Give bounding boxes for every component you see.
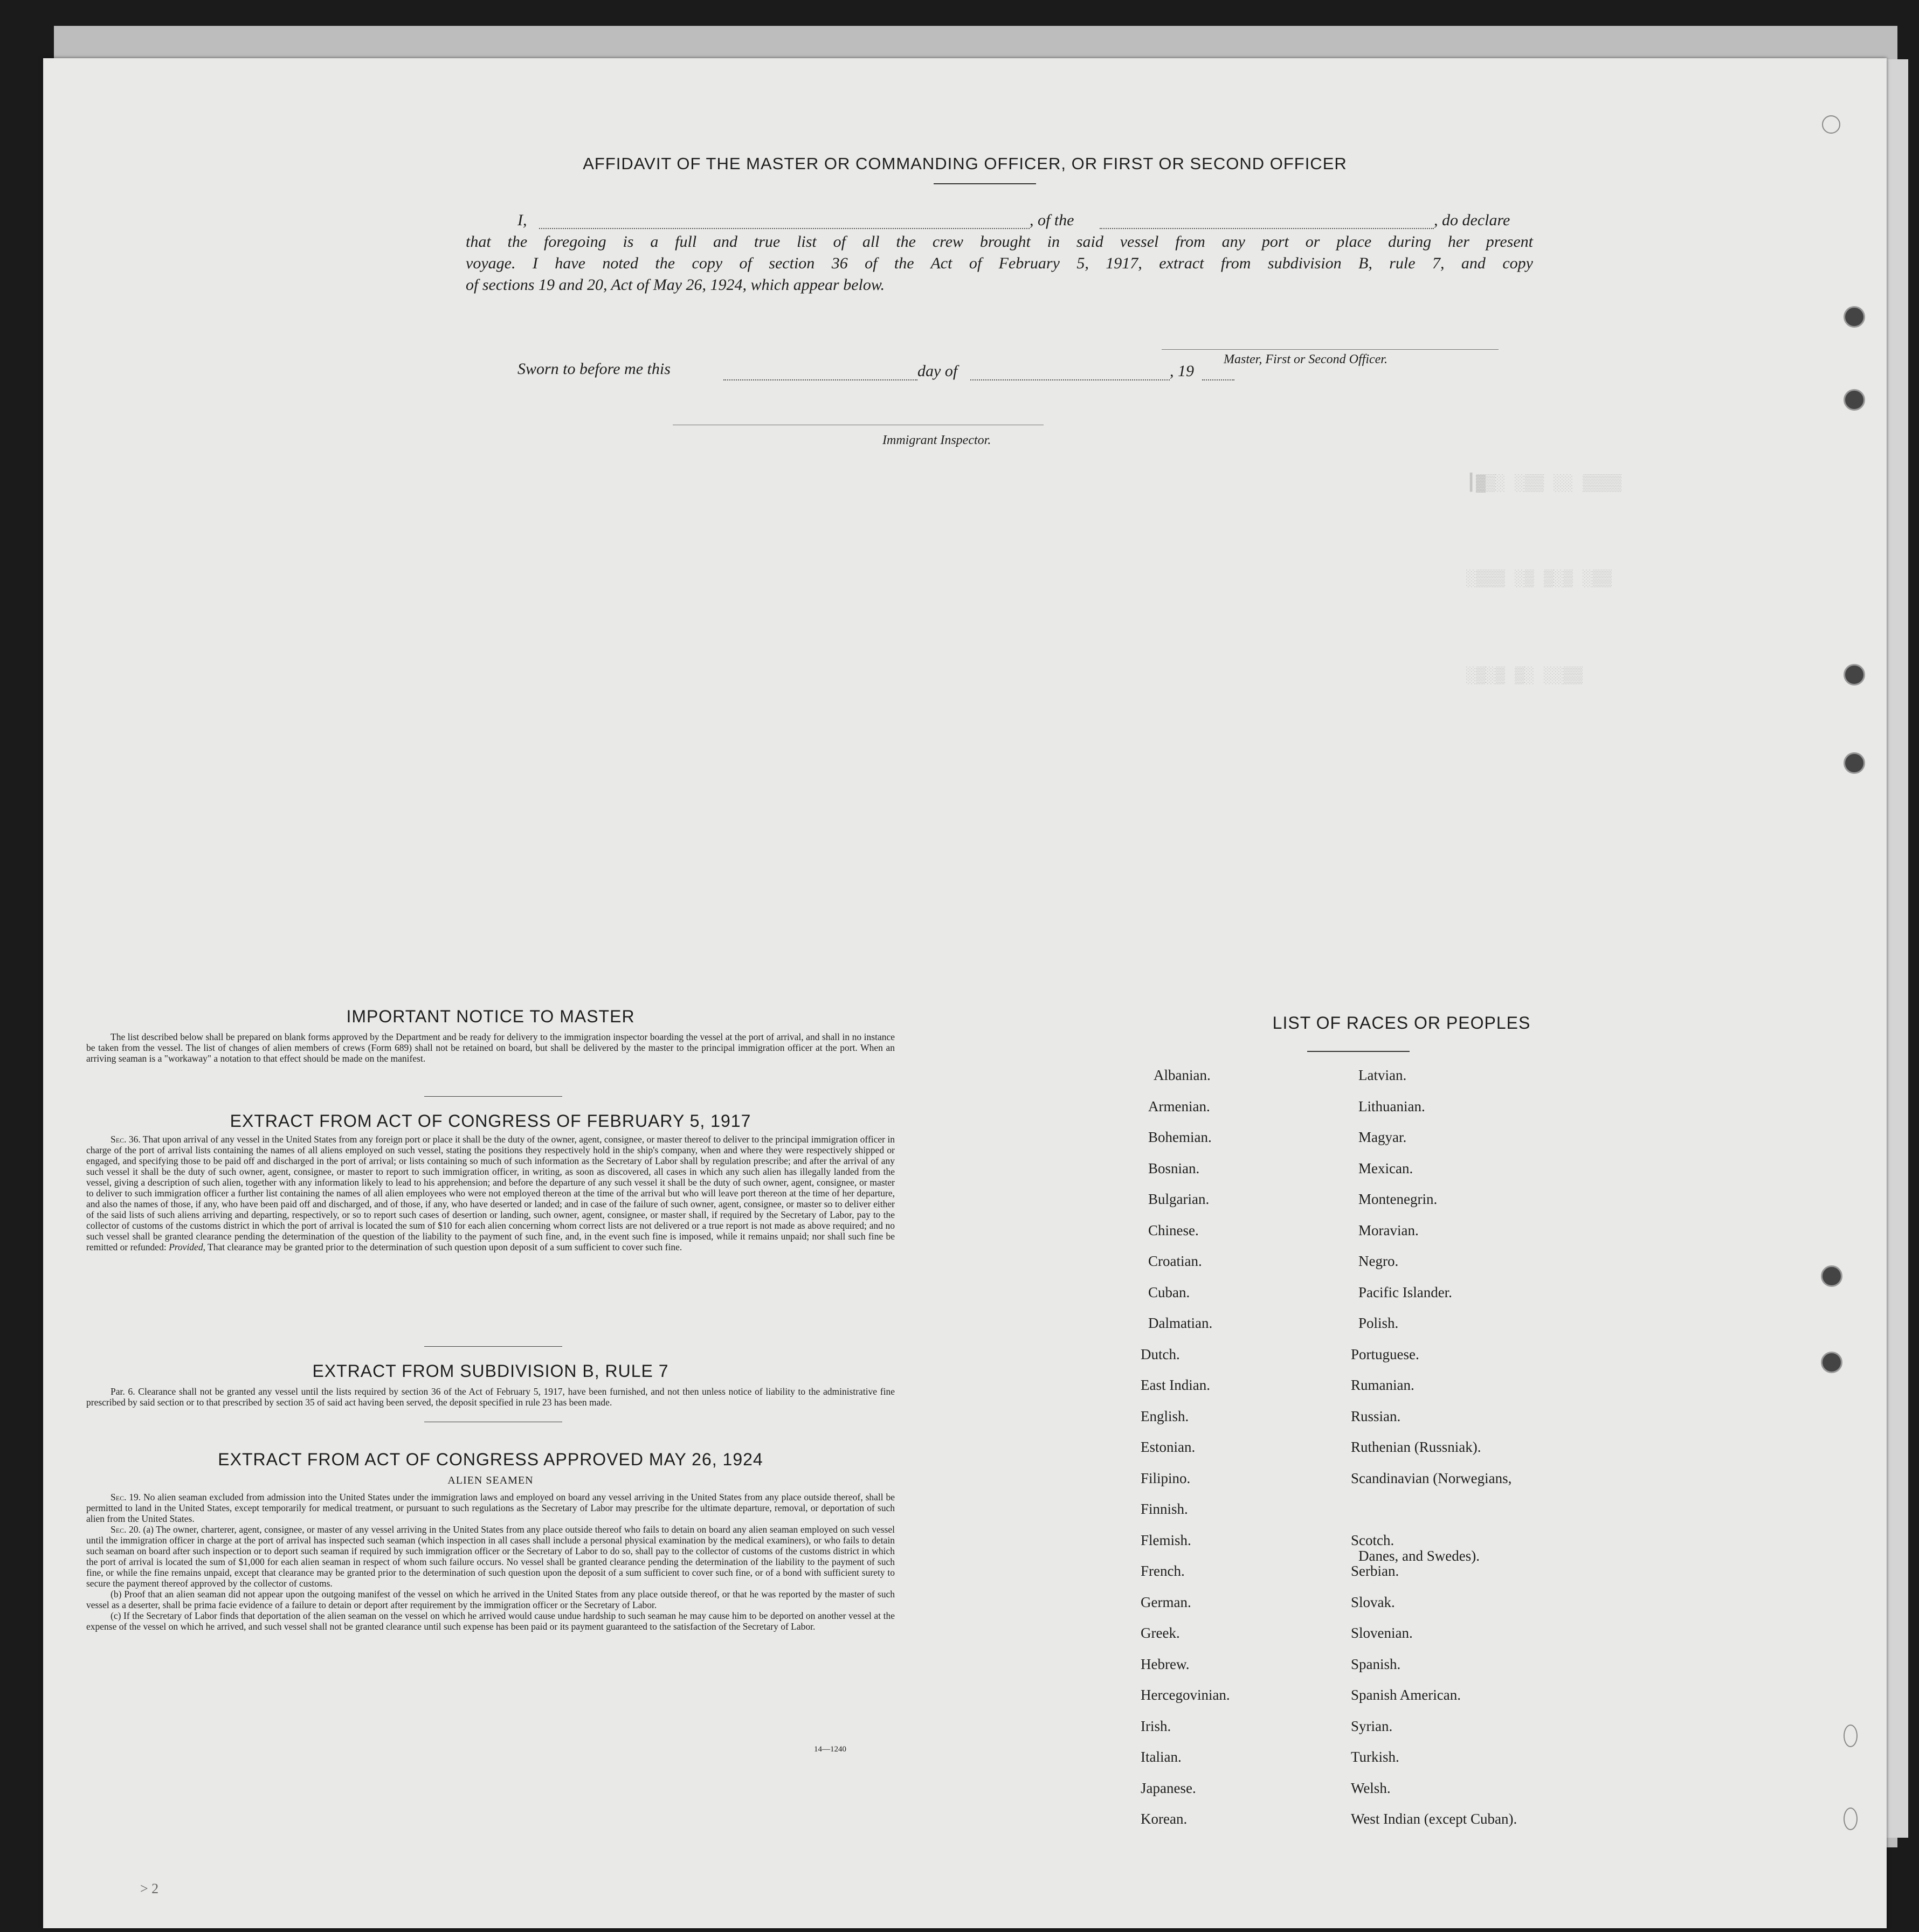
affidavit-of-the: , of the (1030, 211, 1074, 229)
race-left-item: Chinese. (1148, 1222, 1199, 1238)
race-right-item: Ruthenian (Russniak). (1351, 1439, 1481, 1455)
sec-20c-text: (c) If the Secretary of Labor finds that deportation of the alien seaman on the vessel on which he arrived would cause undue hardship to such seaman he may cause him to be deported on another vessel at the expense of the vessel on which he arrived, and such vessel shall not be granted clearance until such expense has been paid or its payment guaranteed to the satisfaction of the Secretary of Labor. (86, 1610, 895, 1632)
notice-rule (424, 1096, 562, 1097)
race-right-item: Portuguese. (1351, 1346, 1419, 1362)
affidavit-line-3: voyage. I have noted the copy of section 36 of the Act of February 5, 1917, extract from subdivision B, rule 7, and copy (466, 254, 1533, 272)
bleed-through: ░▒▒▒ ░▒ ▒░▒ ░▒▒ (1466, 570, 1612, 588)
extract-1917-rule (424, 1346, 562, 1347)
proviso-label: Provided, (169, 1242, 205, 1252)
inspector-caption: Immigrant Inspector. (882, 433, 991, 447)
race-right-item: Rumanian. (1351, 1377, 1414, 1393)
race-right-item: Latvian. (1358, 1067, 1407, 1083)
extract-rule7-title: EXTRACT FROM SUBDIVISION B, RULE 7 (312, 1361, 669, 1381)
rule7-text: Par. 6. Clearance shall not be granted any vessel until the lists required by section 36 of the Act of February 5, 1917, have been furnished, and not then unless notice of liability to the administrative fine prescribed by said section or to that prescribed by section 35 of said act having been served, the deposit specified in rule 23 has been made. (86, 1386, 895, 1408)
signature-caption: Master, First or Second Officer. (1224, 352, 1388, 366)
race-right-item: Serbian. (1351, 1563, 1399, 1579)
sec-20b-text: (b) Proof that an alien seaman did not appear upon the outgoing manifest of the vessel on which he arrived in the United States from any place outside thereof, or that he was reported by the master of such vessel as a deserter, shall be prima facie evidence of a failure to detain or deport after requirement by the immigration officer or the Secretary of Labor. (86, 1589, 895, 1610)
notice-body (86, 1031, 895, 1064)
race-right-item: West Indian (except Cuban). (1351, 1811, 1517, 1827)
race-right-item: Slovenian. (1351, 1625, 1413, 1641)
race-right-item: Spanish American. (1351, 1687, 1461, 1703)
race-left-item: Hebrew. (1141, 1656, 1190, 1672)
sec-36-label: Sec. 36. (111, 1134, 141, 1145)
binder-hole-outline (1844, 1808, 1858, 1830)
binder-hole (1821, 1352, 1842, 1373)
race-right-item: Scotch. (1351, 1532, 1395, 1548)
race-left-item: Italian. (1141, 1749, 1182, 1765)
race-right-item: Welsh. (1351, 1779, 1391, 1796)
extract-rule7-body (86, 1386, 895, 1408)
race-right-item: Syrian. (1351, 1718, 1393, 1734)
race-right-item: Negro. (1358, 1253, 1399, 1269)
notice-text: The list described below shall be prepared on blank forms approved by the Department and be ready for delivery to the immigration inspector boarding the vessel at the port of arrival, and shall in no instance be taken from the vessel. The list of changes of alien members of crews (Form 689) shall not be retained on board, but shall be delivered by the master to the principal immigration officer at the port. When an arriving seaman is a "workaway" a notation to that effect should be made on the manifest. (86, 1031, 895, 1064)
binder-hole (1844, 664, 1865, 685)
sworn-year: , 19 (1170, 362, 1194, 380)
race-left-item: East Indian. (1141, 1377, 1210, 1393)
race-right-item: Lithuanian. (1358, 1098, 1425, 1114)
extract-1917-body (86, 1134, 895, 1252)
sec-19-label: Sec. 19. (111, 1492, 141, 1502)
sworn-day-of: day of (917, 362, 958, 380)
form-number: 14—1240 (814, 1745, 846, 1754)
race-right-item: Polish. (1358, 1315, 1399, 1331)
race-left-item: Bohemian. (1148, 1129, 1212, 1145)
race-left-item: Korean. (1141, 1811, 1188, 1827)
race-left-item: English. (1141, 1408, 1189, 1424)
race-left-item: Estonian. (1141, 1439, 1196, 1455)
race-right-item: Magyar. (1358, 1129, 1407, 1145)
race-left-item: Croatian. (1148, 1253, 1202, 1269)
race-right-item: Pacific Islander. (1358, 1284, 1452, 1300)
proviso-text: That clearance may be granted prior to the determination of such question upon deposit of a sum sufficient to cover such fine. (208, 1242, 682, 1252)
binder-hole (1844, 752, 1865, 774)
sec-36-text: That upon arrival of any vessel in the United States from any foreign port or place it shall be the duty of the owner, agent, consignee, or master thereof to deliver to the principal immigration officer in charge of the port of arrival lists containing the names of all aliens employed on such vessel, stating the positions they respectively hold in the ship's company, when and where they were respectively shipped or engaged, and specifying those to be paid off and discharged in the port of arrival; or lists containing so much of such information as the Secretary of Labor shall by regulation prescribe; and after the arrival of any such vessel it shall be the duty of such owner, agent, consignee, or master to report to such immigration officer, in writing, as soon as discovered, all cases in which any such alien has illegally landed from the vessel, giving a description of such alien, together with any information likely to lead to his apprehension; and before the departure of any such vessel it shall be the duty of such owner, agent, consignee, or master to deliver to such immigration officer a further list containing the names of all alien employees who were not employed thereon at the time of the arrival but who will leave port thereon at the time of her departure, and also the names of those, if any, who have been paid off and discharged, and of those, if any, who have deserted or landed; and in case of the failure of such owner, agent, consignee, or master so to deliver either of the said lists of such aliens arriving and departing, respectively, or so to report such cases of desertion or landing, such owner, agent, consignee, or master shall, if required by the Secretary of Labor, pay to the collector of customs of the customs district in which the port of arrival is located the sum of $10 for each alien concerning whom correct lists are not delivered or a true report is not made as above required; and no such vessel shall be granted clearance pending the determination of the question of the liability to the payment of such fine, and, in the event such fine is imposed, while it remains unpaid; nor shall such fine be remitted or refunded: (86, 1134, 895, 1252)
name-line (539, 228, 1030, 229)
race-right-item: Moravian. (1358, 1222, 1419, 1238)
sworn-day-line (723, 379, 917, 380)
bleed-through: ░▒░▒ ▒░ ░░▒▒ (1466, 667, 1583, 685)
document-page (43, 58, 1887, 1928)
race-left-item: Dalmatian. (1148, 1315, 1213, 1331)
sworn-label: Sworn to before me this (517, 360, 671, 378)
race-left-item: Dutch. (1141, 1346, 1180, 1362)
race-left-item: Cuban. (1148, 1284, 1190, 1300)
race-left-item: French. (1141, 1563, 1185, 1579)
races-rule (1307, 1051, 1410, 1052)
affidavit-title: AFFIDAVIT OF THE MASTER OR COMMANDING OFFICER, OR FIRST OR SECOND OFFICER (583, 154, 1347, 173)
race-right-item: Montenegrin. (1358, 1191, 1438, 1207)
affidavit-declare: , do declare (1434, 211, 1510, 229)
binder-hole (1844, 389, 1865, 411)
extract-1924-title: EXTRACT FROM ACT OF CONGRESS APPROVED MAY 26, 1924 (218, 1450, 763, 1469)
race-left-item: Bulgarian. (1148, 1191, 1210, 1207)
sworn-year-line (1202, 379, 1234, 380)
extract-1917-title: EXTRACT FROM ACT OF CONGRESS OF FEBRUARY 5, 1917 (230, 1111, 751, 1131)
race-left-item: Flemish. (1141, 1532, 1191, 1548)
affidavit-line-4: of sections 19 and 20, Act of May 26, 1924, which appear below. (466, 276, 885, 294)
sec-19-text: No alien seaman excluded from admission into the United States under the immigration laws and employed on board any vessel arriving in the United States from any place outside thereof, shall be permitted to land in the United States, except temporarily for medical treatment, or pursuant to such regulations as the Secretary of Labor may prescribe for the ultimate departure, removal, or deportation of such alien from the United States. (86, 1492, 895, 1524)
vessel-line (1100, 228, 1434, 229)
race-left-item: German. (1141, 1594, 1191, 1610)
race-left-item: Irish. (1141, 1718, 1171, 1734)
alien-seamen-subtitle: ALIEN SEAMEN (447, 1474, 534, 1486)
race-right-item: Turkish. (1351, 1749, 1399, 1765)
binder-hole (1821, 1265, 1842, 1287)
race-left-item: Greek. (1141, 1625, 1180, 1641)
extract-1924-body (86, 1492, 895, 1632)
race-left-item: Finnish. (1141, 1501, 1188, 1517)
race-right-item: Slovak. (1351, 1594, 1395, 1610)
race-left-item: Japanese. (1141, 1779, 1196, 1796)
race-left-item: Albanian. (1154, 1067, 1211, 1083)
race-right-item: Mexican. (1358, 1160, 1413, 1176)
sec-20-label: Sec. 20. (111, 1524, 141, 1535)
race-right-item: Russian. (1351, 1408, 1401, 1424)
race-right-item: Spanish. (1351, 1656, 1401, 1672)
binder-hole-outline (1844, 1725, 1858, 1747)
affidavit-line-2: that the foregoing is a full and true list of all the crew brought in said vessel from any port or place during her present (466, 233, 1533, 251)
bleed-through: ┃▓▒░ ░▒▒ ░░ ▒▒▒▒ (1466, 475, 1622, 493)
signature-line (1162, 349, 1499, 350)
title-rule (934, 183, 1036, 184)
affidavit-i: I, (517, 211, 527, 229)
races-title: LIST OF RACES OR PEOPLES (1272, 1013, 1531, 1033)
binder-hole (1844, 306, 1865, 328)
sec-20a-text: (a) The owner, charterer, agent, consignee, or master of any vessel arriving in the United States from any place outside thereof who fails to detain on board any alien seaman employed on such vessel until the immigration officer in charge at the port of arrival has inspected such seaman (which inspection in all cases shall include a personal physical examination by the medical examiners), or who fails to detain such seaman on board after such inspection or to deport such seaman if required by such immigration officer or the Secretary of Labor to do so, shall pay to the collector of customs of the customs district in which the port of arrival is located the sum of $1,000 for each alien seaman in respect of whom such failure occurs. No vessel shall be granted clearance pending the determination of the liability to the payment of such fine, or while the fine remains unpaid, except that clearance may be granted prior to the determination of such question upon the deposit of a sum sufficient to cover such fine, or of a bond with sufficient surety to secure the payment thereof approved by the collector of customs. (86, 1524, 895, 1589)
race-left-item: Armenian. (1148, 1098, 1210, 1114)
race-left-item: Filipino. (1141, 1470, 1191, 1486)
race-right-item: Scandinavian (Norwegians, (1351, 1470, 1512, 1486)
margin-note: > 2 (140, 1881, 159, 1896)
race-left-item: Bosnian. (1148, 1160, 1200, 1176)
race-left-item: Hercegovinian. (1141, 1687, 1230, 1703)
binder-hole-outline (1822, 115, 1840, 134)
race-scandinavian-cont: Danes, and Swedes). (1358, 1548, 1480, 1564)
sworn-month-line (970, 379, 1170, 380)
notice-title: IMPORTANT NOTICE TO MASTER (346, 1007, 635, 1026)
